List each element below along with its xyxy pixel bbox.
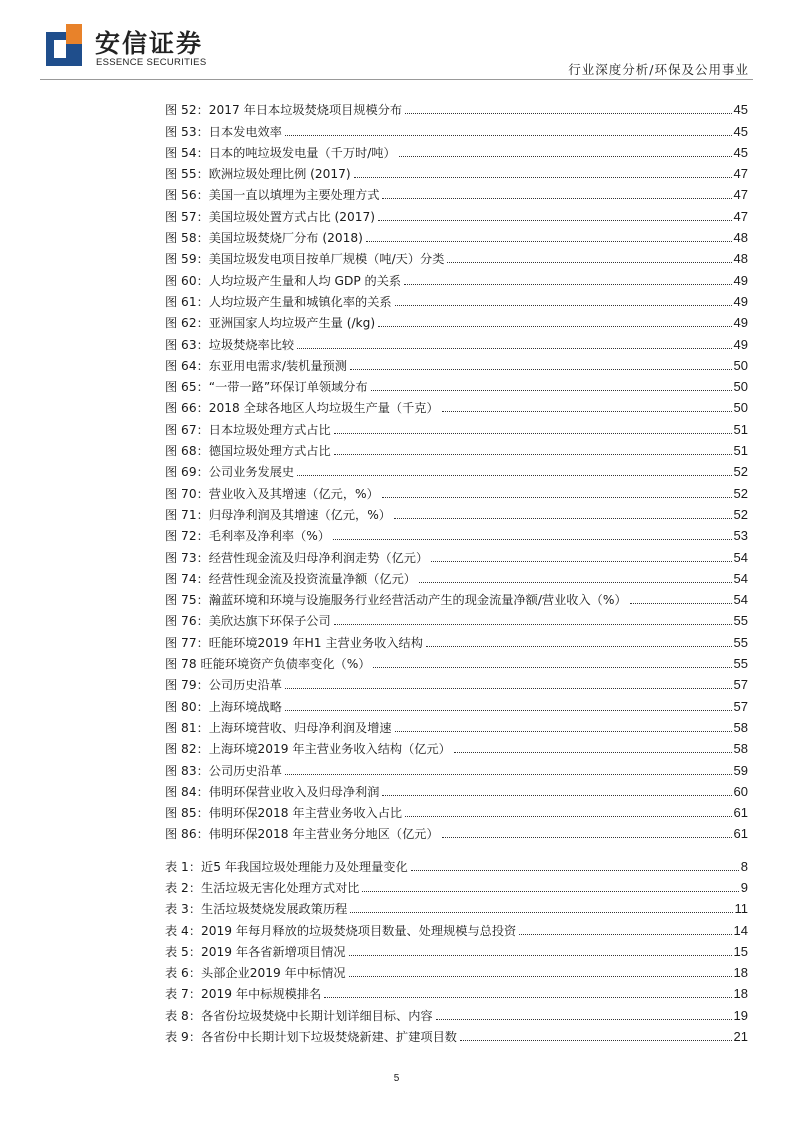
entry-page: 8 [740, 858, 748, 874]
dot-leader [350, 368, 732, 370]
entry-title: 图 61：人均垃圾产生量和城镇化率的关系 [165, 294, 392, 309]
entry-page: 21 [733, 1029, 748, 1045]
entry-title: 图 59：美国垃圾发电项目按单厂规模（吨/天）分类 [165, 252, 445, 267]
table-entry[interactable] [165, 875, 748, 896]
figure-entry[interactable] [165, 182, 748, 203]
figure-entry[interactable] [165, 587, 748, 608]
entry-page: 53 [733, 528, 748, 544]
entry-page: 58 [733, 719, 748, 735]
entry-page: 18 [733, 965, 748, 981]
dot-leader [334, 432, 732, 434]
entry-page: 60 [733, 783, 748, 799]
entry-title: 图 83：公司历史沿革 [165, 763, 282, 778]
figure-entry[interactable] [165, 544, 748, 565]
page-header [0, 0, 793, 80]
entry-page: 14 [733, 922, 748, 938]
entry-page: 47 [733, 187, 748, 203]
figure-entry[interactable] [165, 608, 748, 629]
brand-name-en: ESSENCE SECURITIES [96, 57, 207, 68]
entry-title: 图 68：德国垃圾处理方式占比 [165, 444, 331, 459]
entry-page: 54 [733, 549, 748, 565]
dot-leader [378, 325, 731, 327]
entry-title: 图 54：日本的吨垃圾发电量（千万时/吨） [165, 145, 396, 160]
figure-entry[interactable] [165, 374, 748, 395]
figure-entry[interactable] [165, 502, 748, 523]
dot-leader [382, 496, 732, 498]
entry-title: 图 56：美国一直以填埋为主要处理方式 [165, 188, 380, 203]
entry-title: 图 65：“一带一路”环保订单领域分布 [165, 380, 368, 395]
entry-page: 47 [733, 166, 748, 182]
dot-leader [382, 197, 731, 199]
dot-leader [447, 261, 731, 263]
figure-entry[interactable] [165, 289, 748, 310]
entry-page: 9 [740, 879, 748, 895]
entry-page: 50 [733, 357, 748, 373]
entry-title: 图 71：归母净利润及其增速（亿元，%） [165, 507, 391, 522]
entry-title: 图 78 旺能环境资产负债率变化（%） [165, 657, 371, 672]
entry-title: 表 8：各省份垃圾焚烧中长期计划详细目标、内容 [165, 1008, 433, 1023]
dot-leader [334, 453, 732, 455]
figure-entry[interactable] [165, 353, 748, 374]
entry-title: 表 2：生活垃圾无害化处理方式对比 [165, 880, 360, 895]
dot-leader [366, 240, 732, 242]
dot-leader [442, 410, 732, 412]
entry-title: 表 5：2019 年各省新增项目情况 [165, 944, 346, 959]
figure-entry[interactable] [165, 140, 748, 161]
table-entry[interactable] [165, 981, 748, 1002]
figure-entry[interactable] [165, 693, 748, 714]
figure-entry[interactable] [165, 203, 748, 224]
dot-leader [395, 304, 732, 306]
figure-entry[interactable] [165, 629, 748, 650]
dot-leader [285, 687, 732, 689]
figure-entry[interactable] [165, 395, 748, 416]
entry-title: 表 4：2019 年每月释放的垃圾焚烧项目数量、处理规模与总投资 [165, 923, 517, 938]
dot-leader [349, 954, 732, 956]
figure-entry[interactable] [165, 672, 748, 693]
table-entry[interactable] [165, 853, 748, 874]
entry-title: 图 76：美欣达旗下环保子公司 [165, 614, 331, 629]
entry-page: 11 [734, 901, 748, 917]
figure-entry[interactable] [165, 779, 748, 800]
figure-entry[interactable] [165, 161, 748, 182]
entry-title: 图 80：上海环境战略 [165, 699, 282, 714]
entry-title: 表 3：生活垃圾焚烧发展政策历程 [165, 902, 348, 917]
dot-leader [333, 538, 732, 540]
figure-entry[interactable] [165, 757, 748, 778]
entry-page: 52 [733, 485, 748, 501]
dot-leader [373, 666, 731, 668]
figure-entry[interactable] [165, 267, 748, 288]
dot-leader [350, 911, 732, 913]
entry-page: 49 [733, 293, 748, 309]
dot-leader [404, 283, 731, 285]
dot-leader [285, 773, 732, 775]
entry-page: 52 [733, 464, 748, 480]
entry-title: 图 52：2017 年日本垃圾焚烧项目规模分布 [165, 103, 403, 118]
figure-entry[interactable] [165, 523, 748, 544]
entry-page: 51 [733, 443, 748, 459]
dot-leader [460, 1039, 732, 1041]
figure-entry[interactable] [165, 459, 748, 480]
figure-entry[interactable] [165, 566, 748, 587]
entry-page: 55 [733, 613, 748, 629]
entry-title: 图 58：美国垃圾焚烧厂分布 (2018) [165, 231, 363, 246]
entry-page: 61 [733, 805, 748, 821]
dot-leader [297, 347, 731, 349]
figure-entry[interactable] [165, 331, 748, 352]
figure-entry[interactable] [165, 736, 748, 757]
entry-title: 图 84：伟明环保营业收入及归母净利润 [165, 784, 380, 799]
figure-entry[interactable] [165, 800, 748, 821]
dot-leader [354, 176, 732, 178]
dot-leader [349, 975, 732, 977]
figure-entry[interactable] [165, 310, 748, 331]
dot-leader [431, 560, 731, 562]
entry-page: 55 [733, 634, 748, 650]
entry-page: 19 [733, 1007, 748, 1023]
dot-leader [399, 155, 732, 157]
dot-leader [419, 581, 732, 583]
entry-title: 图 74：经营性现金流及投资流量净额（亿元） [165, 571, 416, 586]
entry-page: 59 [733, 762, 748, 778]
figure-list [165, 97, 748, 842]
dot-leader [394, 517, 732, 519]
entry-title: 图 62：亚洲国家人均垃圾产生量 (/kg) [165, 316, 376, 331]
dot-leader [442, 836, 732, 838]
entry-page: 52 [733, 506, 748, 522]
figure-entry[interactable] [165, 246, 748, 267]
dot-leader [324, 996, 731, 998]
entry-title: 图 67：日本垃圾处理方式占比 [165, 422, 331, 437]
figure-entry[interactable] [165, 225, 748, 246]
entry-title: 图 57：美国垃圾处置方式占比 (2017) [165, 209, 376, 224]
dot-leader [378, 219, 731, 221]
entry-title: 表 6：头部企业2019 年中标情况 [165, 966, 346, 981]
dot-leader [382, 794, 731, 796]
entry-title: 图 82：上海环境2019 年主营业务收入结构（亿元） [165, 742, 451, 757]
entry-page: 57 [733, 677, 748, 693]
entry-page: 48 [733, 230, 748, 246]
entry-title: 图 81：上海环境营收、归母净利润及增速 [165, 720, 392, 735]
table-entry[interactable] [165, 960, 748, 981]
figure-entry[interactable] [165, 118, 748, 139]
dot-leader [405, 112, 731, 114]
entry-page: 45 [733, 123, 748, 139]
list-gap [165, 842, 748, 853]
entry-title: 图 55：欧洲垃圾处理比例 (2017) [165, 167, 351, 182]
entry-page: 57 [733, 698, 748, 714]
entry-title: 图 60：人均垃圾产生量和人均 GDP 的关系 [165, 273, 402, 288]
dot-leader [405, 815, 731, 817]
entry-title: 图 79：公司历史沿革 [165, 678, 282, 693]
entry-page: 48 [733, 251, 748, 267]
table-entry[interactable] [165, 917, 748, 938]
header-divider [40, 79, 753, 80]
entry-page: 18 [733, 986, 748, 1002]
essence-logo-icon [44, 24, 84, 66]
entry-title: 表 9：各省份中长期计划下垃圾焚烧新建、扩建项目数 [165, 1030, 457, 1045]
entry-title: 图 64：东亚用电需求/装机量预测 [165, 358, 347, 373]
table-of-contents [165, 97, 748, 1045]
entry-page: 45 [733, 102, 748, 118]
entry-page: 61 [733, 826, 748, 842]
entry-page: 58 [733, 741, 748, 757]
figure-entry[interactable] [165, 821, 748, 842]
dot-leader [285, 134, 732, 136]
dot-leader [334, 623, 732, 625]
dot-leader [454, 751, 732, 753]
table-entry[interactable] [165, 896, 748, 917]
dot-leader [411, 869, 739, 871]
brand-name-cn: 安信证券 [95, 29, 204, 58]
entry-title: 图 69：公司业务发展史 [165, 465, 295, 480]
entry-page: 51 [733, 421, 748, 437]
dot-leader [519, 933, 731, 935]
dot-leader [395, 730, 732, 732]
dot-leader [371, 389, 732, 391]
entry-title: 图 77：旺能环境2019 年H1 主营业务收入结构 [165, 635, 423, 650]
dot-leader [630, 602, 732, 604]
figure-entry[interactable] [165, 416, 748, 437]
entry-page: 47 [733, 208, 748, 224]
entry-title: 图 75：瀚蓝环境和环境与设施服务行业经营活动产生的现金流量净额/营业收入（%） [165, 593, 627, 608]
dot-leader [426, 645, 732, 647]
entry-title: 图 86：伟明环保2018 年主营业务分地区（亿元） [165, 827, 439, 842]
entry-page: 50 [733, 379, 748, 395]
report-type: 行业深度分析/环保及公用事业 [568, 62, 749, 77]
figure-entry[interactable] [165, 651, 748, 672]
entry-page: 49 [733, 336, 748, 352]
entry-page: 45 [733, 144, 748, 160]
page-number: 5 [393, 1073, 400, 1084]
entry-page: 15 [733, 943, 748, 959]
table-entry[interactable] [165, 1024, 748, 1045]
dot-leader [285, 709, 732, 711]
entry-page: 55 [733, 656, 748, 672]
entry-title: 图 66：2018 全球各地区人均垃圾生产量（千克） [165, 401, 439, 416]
table-list [165, 853, 748, 1045]
dot-leader [436, 1018, 732, 1020]
entry-title: 图 73：经营性现金流及归母净利润走势（亿元） [165, 550, 429, 565]
entry-page: 54 [733, 592, 748, 608]
entry-page: 50 [733, 400, 748, 416]
entry-title: 表 1：近5 年我国垃圾处理能力及处理量变化 [165, 859, 408, 874]
figure-entry[interactable] [165, 480, 748, 501]
dot-leader [297, 474, 731, 476]
entry-page: 49 [733, 272, 748, 288]
entry-page: 54 [733, 570, 748, 586]
figure-entry[interactable] [165, 438, 748, 459]
entry-title: 图 53：日本发电效率 [165, 124, 282, 139]
table-entry[interactable] [165, 1002, 748, 1023]
table-entry[interactable] [165, 939, 748, 960]
figure-entry[interactable] [165, 97, 748, 118]
figure-entry[interactable] [165, 715, 748, 736]
entry-page: 49 [733, 315, 748, 331]
entry-title: 图 72：毛利率及净利率（%） [165, 529, 331, 544]
entry-title: 表 7：2019 年中标规模排名 [165, 987, 322, 1002]
entry-title: 图 70：营业收入及其增速（亿元，%） [165, 486, 379, 501]
dot-leader [362, 890, 738, 892]
entry-title: 图 63：垃圾焚烧率比较 [165, 337, 295, 352]
entry-title: 图 85：伟明环保2018 年主营业务收入占比 [165, 806, 403, 821]
